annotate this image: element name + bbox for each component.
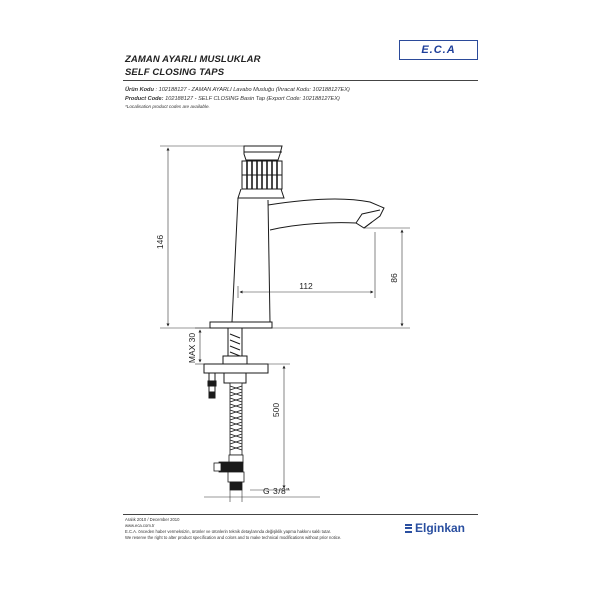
product-code-tr-value: : 102188127 - ZAMAN AYARLI Lavabo Musluğu (İhracat Kodu: 102188127EX) [155, 87, 350, 93]
elginkan-logo-icon [405, 524, 412, 533]
dim-max-deck: MAX 30 [187, 332, 197, 364]
elginkan-brand-text: Elginkan [415, 521, 466, 535]
title-english: SELF CLOSING TAPS [125, 67, 225, 78]
footer-disclaimer-tr: E.C.A. önceden haber vermeksizin, ürünler ve ürünlerin teknik detaylarında değişiklik yapma hakkını saklı tutar. [125, 529, 331, 534]
product-code-tr-label: Ürün Kodu [125, 87, 154, 93]
footer-website[interactable]: www.eca.com.tr [125, 523, 155, 528]
localisation-note: *Localisation product codes are available. [125, 104, 210, 109]
flexible-hose [214, 383, 244, 490]
eca-logo-text: E.C.A [421, 44, 456, 56]
dim-thread: G 3/8" [263, 486, 290, 496]
title-turkish: ZAMAN AYARLI MUSLUKLAR [125, 54, 261, 65]
tap-body [210, 146, 384, 328]
product-code-en-value: 102188127 - SELF CLOSING Basin Tap (Export Code: 102188127EX) [165, 96, 340, 102]
dim-spout-reach: 112 [299, 281, 313, 291]
elginkan-brand [405, 521, 465, 535]
footer-rule [123, 514, 478, 515]
product-code-en-label: Product Code: [125, 96, 164, 102]
dim-hose-length: 500 [271, 402, 281, 418]
footer-disclaimer-en: We reserve the right to alter product specification and colors and to make technical modifications without prior notice. [125, 535, 342, 540]
dim-spout-height: 86 [389, 273, 399, 283]
footer-date: Aralık 2010 / December 2010 [125, 517, 180, 522]
dim-total-height: 146 [155, 234, 165, 250]
